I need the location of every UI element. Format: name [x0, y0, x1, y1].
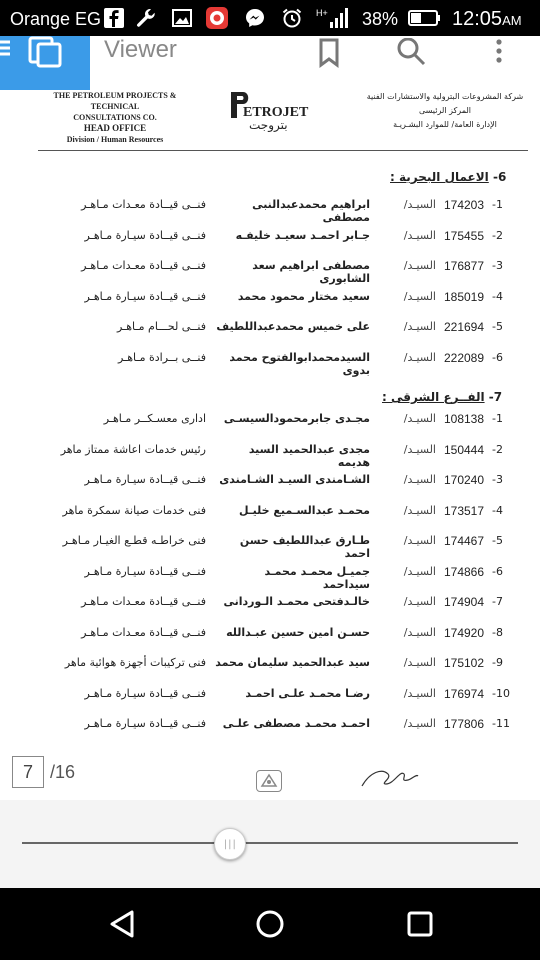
table-row — [0, 534, 540, 564]
clock — [452, 8, 522, 31]
row-number: -5 — [492, 320, 503, 333]
job-title: فنــى قيــادة سيـارة مـاهـر — [84, 717, 206, 730]
table-row — [0, 656, 540, 686]
table-row — [0, 717, 540, 747]
image-icon — [170, 6, 194, 30]
employee-name: مجدى عبدالحميد السيد هديمه — [248, 442, 370, 469]
clock-time: 12:05 — [452, 8, 503, 30]
employee-code: 221694 — [443, 320, 485, 334]
table-row — [0, 229, 540, 259]
section-number: 7- — [488, 390, 503, 404]
table-row — [0, 595, 540, 625]
row-number: -8 — [492, 625, 503, 639]
table-row — [0, 320, 540, 350]
status-bar — [0, 0, 540, 36]
app-icon — [205, 6, 229, 30]
app-title: Viewer — [104, 36, 177, 63]
row-number: -9 — [492, 656, 503, 669]
job-title: فنــى قيــادة معـدات مـاهـر — [81, 198, 206, 211]
honorific: السيـد/ — [403, 198, 436, 211]
company-en-line: Division / Human Resources — [66, 135, 164, 144]
job-title: فنى خدمات صيانة سمكرة ماهر — [62, 503, 206, 517]
employee-code: 173517 — [443, 503, 485, 518]
honorific: السيـد/ — [403, 717, 436, 730]
job-title: فنى خراطـه قطـع الغيـار مـاهـر — [62, 534, 206, 547]
logo-text-en: ETROJET — [243, 105, 309, 120]
employee-name: مصطفى ابراهيم سعد الشابورى — [252, 259, 370, 285]
messenger-icon — [243, 6, 267, 30]
section-title — [390, 170, 506, 184]
honorific: السيـد/ — [403, 473, 436, 486]
job-title: فنــى قيــادة سيـارة مـاهـر — [84, 473, 206, 486]
honorific: السيـد/ — [403, 228, 436, 242]
employee-name: جـابر احمـد سعيـد خليفـه — [235, 228, 370, 242]
company-ar-line: الإدارة العامة/ للموارد البشـريـة — [393, 120, 497, 129]
row-number: -6 — [492, 564, 503, 578]
company-en-line: CONSULTATIONS CO. — [73, 113, 157, 122]
table-row — [0, 351, 540, 381]
stamp-icon — [256, 770, 282, 792]
employee-code: 174904 — [443, 595, 485, 609]
employee-code: 174866 — [443, 564, 485, 579]
employee-code: 150444 — [443, 442, 485, 457]
employee-name: السيدمحمدابوالفتوح محمد بدوى — [229, 350, 370, 377]
employee-name: مجـدى جابرمحمودالسيسـى — [223, 412, 370, 425]
search-icon[interactable] — [396, 38, 426, 68]
honorific: السيـد/ — [403, 289, 436, 303]
honorific: السيـد/ — [403, 442, 436, 456]
signature-icon — [360, 762, 420, 792]
page-slider-panel — [0, 800, 540, 888]
job-title: فنــى قيــادة معـدات مـاهـر — [81, 595, 206, 608]
employee-code: 177806 — [443, 717, 485, 731]
petrojet-logo — [225, 90, 325, 138]
honorific: السيـد/ — [403, 320, 436, 333]
total-pages: /16 — [50, 761, 76, 782]
row-number: -7 — [492, 595, 503, 608]
section-heading: الفــرع الشرقى : — [382, 390, 485, 404]
job-title: فنــى قيــادة معـدات مـاهـر — [81, 625, 206, 639]
company-name-ar — [360, 90, 530, 132]
honorific: السيـد/ — [403, 259, 436, 272]
job-title: فنى تركيبات أجهزة هوائية ماهر — [64, 656, 206, 669]
row-number: -10 — [492, 686, 510, 700]
employee-name: سيد عبدالحميد سليمان محمد — [215, 656, 370, 669]
table-row — [0, 473, 540, 503]
employee-name: ابراهيم محمدعبدالنبى مصطفى — [252, 198, 370, 224]
employee-code: 222089 — [443, 350, 485, 365]
employee-code: 175455 — [443, 228, 485, 243]
employee-code: 174467 — [443, 534, 485, 548]
employee-name: حسـن امين حسين عبـدالله — [226, 625, 370, 639]
employee-code: 175102 — [443, 656, 485, 670]
employee-code: 185019 — [443, 289, 485, 304]
page-indicator[interactable] — [12, 756, 75, 788]
section-heading: الاعمال البحرية : — [390, 170, 489, 184]
recents-icon[interactable] — [400, 904, 440, 944]
row-number: -3 — [492, 259, 503, 272]
document-letterhead — [0, 90, 540, 160]
table-row — [0, 259, 540, 289]
facebook-icon — [102, 6, 126, 30]
clock-suffix: AM — [502, 13, 522, 28]
table-row — [0, 687, 540, 717]
battery-percent: 38% — [362, 9, 399, 29]
employee-code: 108138 — [443, 412, 485, 426]
job-title: فنــى قيــادة معـدات مـاهـر — [81, 259, 206, 272]
current-page: 7 — [12, 756, 44, 788]
employee-name: الشـامندى السيـد الشـامندى — [219, 473, 370, 486]
employee-code: 176974 — [443, 686, 485, 701]
home-icon[interactable] — [250, 904, 290, 944]
honorific: السيـد/ — [403, 625, 436, 639]
employee-name: محمـد عبدالسـميع خليـل — [239, 503, 370, 517]
row-number: -2 — [492, 442, 503, 456]
table-row — [0, 198, 540, 228]
employee-name: سعيد مختار محمود محمد — [237, 289, 370, 303]
employee-name: طـارق عبداللطيف حسن احمد — [239, 534, 370, 560]
employee-code: 174203 — [443, 198, 485, 212]
row-number: -2 — [492, 228, 503, 242]
table-row — [0, 412, 540, 442]
job-title: فنــى قيــادة سيـارة مـاهـر — [84, 289, 206, 303]
row-number: -4 — [492, 289, 503, 303]
svg-text:H+: H+ — [316, 8, 328, 18]
company-name-en — [30, 90, 200, 145]
row-number: -4 — [492, 503, 503, 517]
logo-text-ar: بتروجت — [249, 118, 288, 132]
table-row — [0, 290, 540, 320]
carrier-name: Orange EG — [10, 9, 102, 29]
row-number: -3 — [492, 473, 503, 486]
employee-code: 174920 — [443, 625, 485, 640]
divider — [38, 150, 528, 151]
row-number: -6 — [492, 350, 503, 364]
employee-code: 176877 — [443, 259, 485, 273]
document-page[interactable] — [0, 90, 540, 800]
job-title: رئيس خدمات اعاشة ممتاز ماهر — [60, 442, 206, 456]
more-vert-icon[interactable] — [484, 38, 514, 68]
row-number: -5 — [492, 534, 503, 547]
honorific: السيـد/ — [403, 595, 436, 608]
page-slider-thumb[interactable]: ||| — [214, 828, 246, 860]
copy-icon — [0, 36, 90, 90]
employee-name: خالـدفتحى محمـد الـوردانى — [223, 595, 370, 608]
table-row — [0, 565, 540, 595]
job-title: فنــى قيــادة سيـارة مـاهـر — [84, 228, 206, 242]
bookmark-icon[interactable] — [314, 38, 344, 68]
honorific: السيـد/ — [403, 656, 436, 669]
honorific: السيـد/ — [403, 534, 436, 547]
row-number: -11 — [492, 717, 510, 730]
employee-name: رضـا محمـد علـى احمـد — [245, 686, 370, 700]
copy-button[interactable] — [0, 36, 90, 90]
row-number: -1 — [492, 198, 503, 211]
honorific: السيـد/ — [403, 686, 436, 700]
page-slider-track[interactable] — [22, 842, 518, 844]
signal-icon — [316, 6, 350, 30]
job-title: فنــى لحـــام مـاهـر — [116, 320, 206, 333]
company-en-line: THE PETROLEUM PROJECTS & TECHNICAL — [53, 91, 177, 111]
battery-icon — [408, 6, 442, 30]
job-title: فنــى بــرادة مـاهـر — [117, 350, 206, 364]
table-row — [0, 443, 540, 473]
job-title: فنــى قيــادة سيـارة مـاهـر — [84, 564, 206, 578]
nav-bar — [0, 888, 540, 960]
honorific: السيـد/ — [403, 350, 436, 364]
section-number: 6- — [492, 170, 507, 184]
job-title: ادارى معسـكــر مـاهـر — [103, 412, 206, 425]
employee-code: 170240 — [443, 473, 485, 487]
back-icon[interactable] — [102, 904, 142, 944]
honorific: السيـد/ — [403, 412, 436, 425]
company-ar-line: شركة المشروعات البترولية والاستشارات الفنية — [366, 92, 524, 101]
honorific: السيـد/ — [403, 564, 436, 578]
company-ar-line: المركز الرئيسى — [419, 106, 471, 115]
employee-name: على خميس محمدعبداللطيف — [216, 320, 370, 333]
company-en-line: HEAD OFFICE — [83, 123, 147, 133]
employee-name: جميـل محمـد محمـد سيداحمد — [264, 564, 370, 591]
table-row — [0, 504, 540, 534]
honorific: السيـد/ — [403, 503, 436, 517]
alarm-icon — [280, 6, 304, 30]
app-bar — [0, 36, 540, 90]
job-title: فنــى قيــادة سيـارة مـاهـر — [84, 686, 206, 700]
wrench-icon — [134, 6, 158, 30]
table-row — [0, 626, 540, 656]
section-title — [382, 390, 502, 404]
employee-name: احمـد محمـد مصطفى علـى — [222, 717, 370, 730]
row-number: -1 — [492, 412, 503, 425]
